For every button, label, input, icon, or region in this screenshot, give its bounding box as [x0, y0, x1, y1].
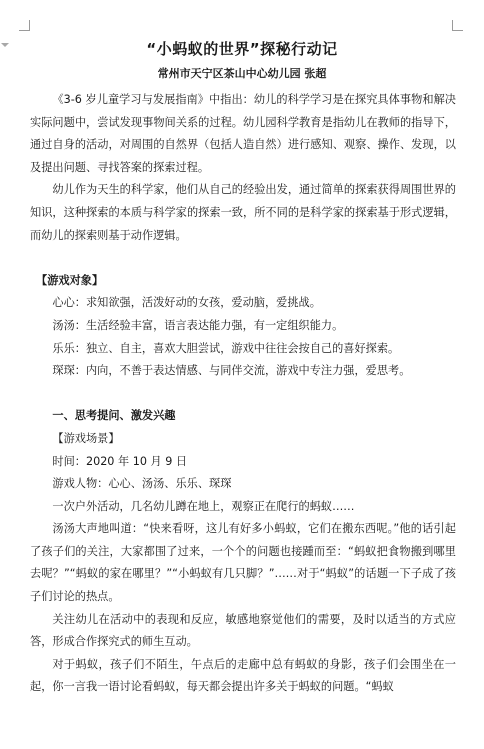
body-paragraph: 一次户外活动，几名幼儿蹲在地上，观察正在爬行的蚂蚁……	[52, 499, 355, 513]
scene-characters: 游戏人物：心心、汤汤、乐乐、琛琛	[52, 477, 232, 491]
game-objects-heading: 【游戏对象】	[36, 273, 104, 287]
crop-mark-top-left	[19, 20, 30, 31]
game-object-item: 乐乐：独立、自主，喜欢大胆尝试，游戏中往往会按自己的喜好探索。	[52, 341, 400, 355]
blank-line	[30, 383, 456, 406]
game-object-item: 心心：求知欲强，活泼好动的女孩，爱动脑，爱挑战。	[52, 296, 321, 310]
document-title: “小蚂蚁的世界”探秘行动记	[146, 40, 338, 58]
intro-paragraph: 《3-6 岁儿童学习与发展指南》中指出：幼儿的科学学习是在探究具体事物和解决实际问题中，尝试发现事物间关系的过程。幼儿园科学教育是指幼儿在教师的指导下，通过自身的活动，对周围的自然界（包括人造自然）进行感知、观察、操作、发现，以及提出问题、寻找答案的探索过程。	[30, 93, 456, 174]
body-paragraph: 关注幼儿在活动中的表现和反应，敏感地察觉他们的需要，及时以适当的方式应答，形成合作探究式的师生互动。	[30, 612, 456, 649]
body-paragraph: 汤汤大声地叫道：“快来看呀，这儿有好多小蚂蚁，它们在搬东西呢。”他的话引起了孩子们的关注，大家都围了过来，一个个的问题也接踵而至：“蚂蚁把食物搬到哪里去呢？”“蚂蚁的家在哪里？”“小蚂蚁有几只脚？”……对于“蚂蚁”的话题一下子成了孩子们讨论的热点。	[30, 522, 456, 604]
section-heading: 一、思考提问、激发兴趣	[52, 409, 176, 423]
intro-paragraph: 幼儿作为天生的科学家，他们从自己的经验出发，通过简单的探索获得周围世界的知识，这种探索的本质与科学家的探索一致，所不同的是科学家的探索基于形式逻辑，而幼儿的探索则基于动作逻辑。	[30, 183, 456, 242]
document-body	[30, 89, 456, 699]
game-object-item: 琛琛：内向，不善于表达情感、与同伴交流，游戏中专注力强，爱思考。	[52, 364, 411, 378]
scene-time: 时间：2020 年 10 月 9 日	[52, 454, 188, 468]
game-object-item: 汤汤：生活经验丰富，语言表达能力强，有一定组织能力。	[52, 318, 344, 332]
document-author: 常州市天宁区茶山中心幼儿园 张超	[157, 67, 327, 80]
blank-line	[30, 247, 456, 270]
crop-mark-top-right	[452, 20, 463, 31]
body-paragraph: 对于蚂蚁，孩子们不陌生，午点后的走廊中总有蚂蚁的身影，孩子们会围坐在一起，你一言我一语讨论看蚂蚁，每天都会提出许多关于蚂蚁的问题。“蚂蚁	[30, 657, 456, 694]
scene-heading: 【游戏场景】	[52, 431, 120, 445]
